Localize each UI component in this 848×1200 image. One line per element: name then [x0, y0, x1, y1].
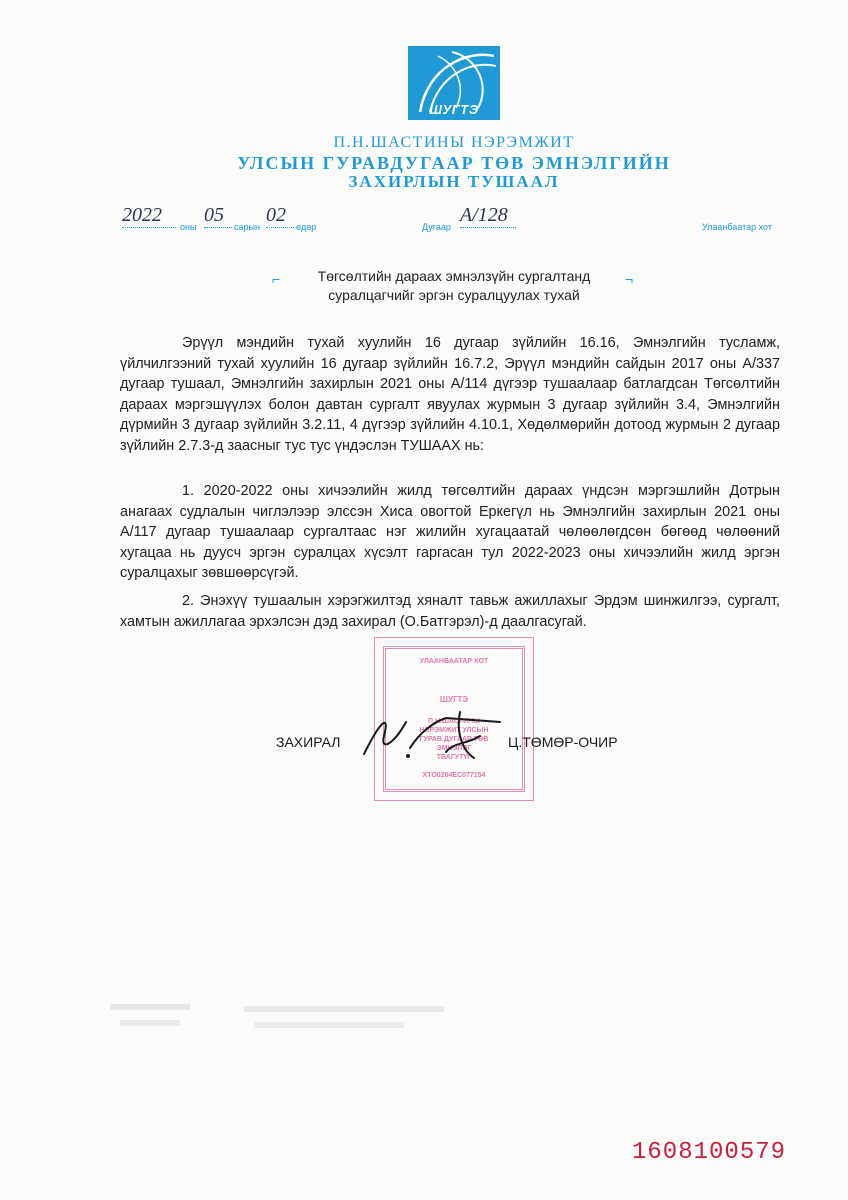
item-2-paragraph [120, 591, 780, 632]
stamp-line-2: НЭРЭМЖИТ УЛСЫН [419, 727, 489, 734]
order-number: А/128 [460, 204, 516, 228]
header-line-3: ЗАХИРЛЫН ТУШААЛ [348, 172, 560, 191]
title-bracket-right-icon: ¬ [625, 271, 634, 287]
order-title [30, 267, 848, 305]
header-line-1: П.Н.ШАСТИНЫ НЭРЭМЖИТ [333, 134, 575, 151]
order-title-line-2: суралцагчийг эргэн суралцуулах тухай [328, 287, 580, 303]
stamp-line-5: ТБАГУТҮГ [436, 754, 472, 761]
date-month: 05 [204, 204, 232, 228]
stamp-code: ХТО0264ЕС077154 [422, 772, 486, 779]
order-number-label: Дугаар [422, 222, 451, 232]
stamp-line-3: ГУРАВ ДУГААР ТӨВ [419, 736, 489, 743]
bleed-through-mark [244, 1000, 464, 1040]
stamp-logo-text: ШУГТЭ [439, 695, 469, 704]
item-1-text: 1. 2020-2022 оны хичээлийн жилд төгсөлтийн дараах үндсэн мэргэшлийн Дотрын анагаах судлалын чиглэлээр элссэн Хиса овогтой Еркегүл нь Эмнэлгийн захирлын 2021 оны А/117 дугаар тушаалаар сургалтаас нэг жилийн хугацаатай чөлөөлөгдсөн бөгөөд чөлөөний хугацаа нь дууcч эргэн суралцах хүсэлт гаргасан тул 2022-2023 оны хичээлийн жилд эргэн суралцахыг зөвшөөрсүгэй. [120, 483, 780, 581]
handwritten-signature-icon [350, 692, 530, 772]
preamble-paragraph [120, 333, 780, 456]
city-label: Улаанбаатар хот [702, 222, 772, 232]
date-row [120, 206, 790, 236]
signatory-title: ЗАХИРАЛ [276, 734, 341, 750]
date-year: 2022 [122, 204, 176, 228]
order-title-line-1: Төгсөлтийн дараах эмнэлзүйн сургалтанд [317, 268, 591, 284]
stamp-line-1: П.Н.ШАСТИНЫ [428, 718, 480, 725]
date-month-label: сарын [234, 222, 260, 232]
stamp-line-4: ЭМНЭЛЭГ [436, 745, 472, 752]
hospital-logo [408, 46, 500, 120]
item-2-text: 2. Энэхүү тушаалын хэрэгжилтэд хяналт тавьж ажиллахыг Эрдэм шинжилгээ, сургалт, хамтын ажиллагаа эрхэлсэн дэд захирал (О.Батгэрэл)-д даалгасугай. [120, 593, 780, 630]
logo-text: ШУГТЭ [429, 102, 479, 117]
bleed-through-mark [110, 1000, 230, 1036]
item-1-paragraph [120, 481, 780, 584]
signatory-name: Ц.ТӨМӨР-ОЧИР [508, 734, 618, 750]
date-year-label: оны [180, 222, 197, 232]
header-line-2: УЛСЫН ГУРАВДУГААР ТӨВ ЭМНЭЛГИЙН [237, 153, 671, 173]
document-serial-number: 1608100579 [632, 1139, 787, 1166]
preamble-text: Эрүүл мэндийн тухай хуулийн 16 дугаар зүйлийн 16.16, Эмнэлгийн тусламж, үйлчилгээний тухай хуулийн 16 дугаар зүйлийн 16.7.2, Эрүүл мэндийн сайдын 2017 оны А/337 дугаар тушаал, Эмнэлгийн захирлын 2021 оны А/114 дүгээр тушаалаар батлагдсан Төгсөлтийн дараах мэргэшүүлэх болон давтан сургалт явуулах журмын 3 дугаар зүйлийн 3.4, Эмнэлгийн дүрмийн 3 дугаар зүйлийн 3.2.11, 4 дүгээр зүйлийн 4.10.1, Хөдөлмөрийн дотоод журмын 2 дугаар зүйлийн 2.7.3-д заасныг тус тус үндэслэн ТУШААХ нь: [120, 335, 780, 454]
stamp-top-text: УЛААНБААТАР ХОТ [419, 658, 489, 665]
title-bracket-left-icon: ⌐ [272, 271, 281, 287]
date-day: 02 [266, 204, 294, 228]
date-day-label: өдөр [296, 222, 317, 232]
